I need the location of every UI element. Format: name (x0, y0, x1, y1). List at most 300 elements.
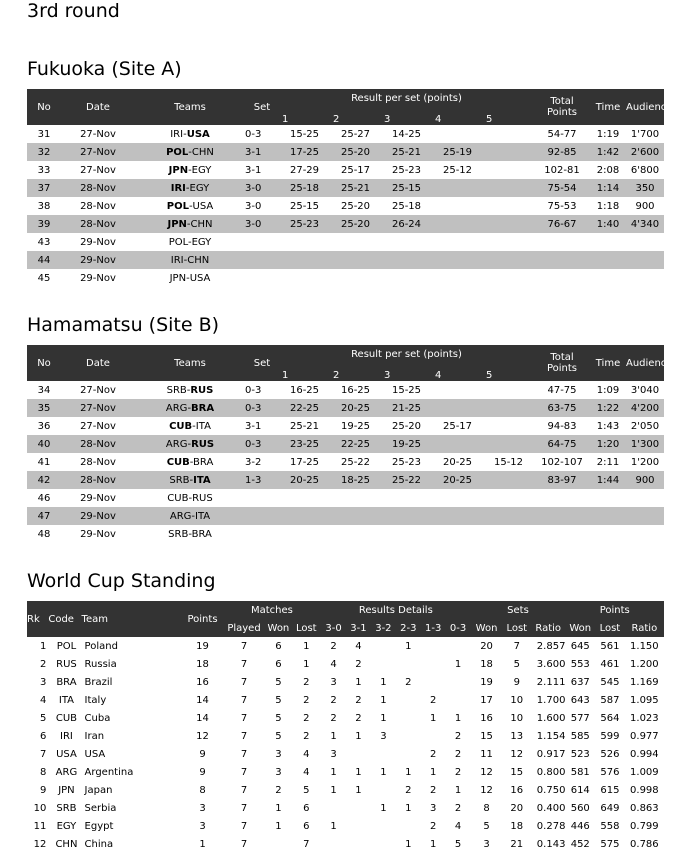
match-no: 35 (27, 399, 61, 417)
header-3-0: 3-0 (321, 619, 346, 637)
match-total-points: 76-67 (534, 215, 590, 233)
team-home: ARG (165, 402, 188, 414)
match-date: 28-Nov (61, 215, 135, 233)
lost: 6 (303, 802, 310, 814)
points-lost: 649 (600, 802, 620, 814)
set-1-score: 17-25 (279, 143, 330, 161)
match-teams (135, 381, 245, 399)
site-a-results-table (27, 89, 673, 287)
header-set-4: 4 (432, 107, 483, 125)
header-sets-won: Won (471, 619, 503, 637)
match-no: 47 (27, 507, 61, 525)
set-5-score (483, 197, 534, 215)
rank: 1 (39, 640, 47, 652)
points-lost: 587 (600, 694, 620, 706)
points-lost: 461 (600, 658, 620, 670)
match-time: 2:11 (590, 453, 626, 471)
match-time: 1:42 (590, 143, 626, 161)
match-date: 27-Nov (61, 161, 135, 179)
team-separator: - (185, 182, 190, 194)
result-3-0: 2 (330, 640, 337, 652)
set-2-score: 16-25 (330, 381, 381, 399)
result-3-0: 3 (330, 748, 337, 760)
result-2-3: 2 (405, 784, 412, 796)
header-sets-ratio: Ratio (531, 619, 565, 637)
result-0-3: 5 (454, 838, 462, 850)
result-1-3: 1 (430, 838, 437, 850)
sets-lost: 20 (510, 802, 524, 814)
header-no: No (27, 345, 61, 381)
match-set-score (245, 525, 279, 543)
rank: 3 (39, 676, 47, 688)
result-3-0: 1 (330, 784, 337, 796)
match-date: 29-Nov (61, 507, 135, 525)
set-2-score: 18-25 (330, 471, 381, 489)
match-date: 28-Nov (61, 179, 135, 197)
team-name: Poland (84, 640, 118, 652)
match-set-score: 0-3 (245, 125, 279, 143)
result-3-1: 4 (355, 640, 362, 652)
sets-ratio: 0.750 (536, 784, 566, 796)
points-won: 614 (570, 784, 590, 796)
match-no: 33 (27, 161, 61, 179)
match-no: 41 (27, 453, 61, 471)
points: 14 (196, 712, 209, 724)
header-played: Played (223, 619, 266, 637)
points: 12 (196, 730, 209, 742)
sets-lost: 15 (510, 766, 524, 778)
team-code: RUS (56, 658, 77, 670)
team-home: CUB (166, 456, 190, 468)
set-3-score: 25-21 (381, 143, 432, 161)
match-total-points (534, 233, 590, 251)
set-4-score (432, 215, 483, 233)
result-3-0: 1 (330, 730, 337, 742)
points: 9 (199, 748, 206, 760)
result-3-2 (371, 745, 396, 763)
result-3-0: 2 (330, 712, 337, 724)
set-5-score (483, 215, 534, 233)
sets-ratio: 0.800 (536, 766, 566, 778)
result-3-1: 1 (355, 766, 362, 778)
match-row (27, 507, 664, 525)
set-3-score (381, 233, 432, 251)
result-1-3 (421, 673, 446, 691)
match-row (27, 215, 664, 233)
match-no: 43 (27, 233, 61, 251)
standing-row (27, 709, 664, 727)
set-4-score (432, 381, 483, 399)
team-home: IRI (170, 254, 184, 266)
match-teams (135, 399, 245, 417)
points-won: 452 (570, 838, 590, 850)
points: 8 (199, 784, 206, 796)
sets-ratio: 0.917 (536, 748, 566, 760)
standing-row (27, 691, 664, 709)
set-2-score: 20-25 (330, 399, 381, 417)
set-5-score (483, 269, 534, 287)
sets-lost: 12 (510, 748, 524, 760)
points-won: 645 (570, 640, 590, 652)
result-3-2 (371, 817, 396, 835)
match-set-score: 3-1 (245, 417, 279, 435)
standing-row (27, 781, 664, 799)
match-audience: 2'600 (626, 143, 664, 161)
sets-lost: 21 (510, 838, 524, 850)
match-teams (135, 471, 245, 489)
set-4-score (432, 197, 483, 215)
team-away: EGY (189, 182, 210, 194)
match-audience: 1'300 (626, 435, 664, 453)
lost: 5 (303, 784, 310, 796)
standing-row (27, 763, 664, 781)
set-4-score (432, 125, 483, 143)
team-away: USA (186, 128, 210, 140)
rank: 12 (33, 838, 47, 850)
standing-title: World Cup Standing (27, 570, 216, 592)
match-date: 27-Nov (61, 399, 135, 417)
points-lost: 545 (600, 676, 620, 688)
points-ratio: 0.863 (630, 802, 659, 814)
result-3-1 (346, 835, 371, 853)
team-away: EGY (191, 164, 212, 176)
match-row (27, 471, 664, 489)
set-3-score (381, 525, 432, 543)
set-5-score (483, 125, 534, 143)
match-teams (135, 179, 245, 197)
match-set-score: 0-3 (245, 435, 279, 453)
points: 16 (196, 676, 209, 688)
result-3-1: 2 (355, 658, 362, 670)
match-time (590, 489, 626, 507)
result-3-2: 1 (380, 694, 387, 706)
team-away: ITA (193, 474, 211, 486)
team-code: IRI (60, 730, 73, 742)
team-home: POL (166, 200, 189, 212)
match-total-points: 94-83 (534, 417, 590, 435)
points-won: 560 (570, 802, 590, 814)
points-ratio: 0.998 (630, 784, 659, 796)
match-audience: 2'050 (626, 417, 664, 435)
team-separator: - (188, 492, 193, 504)
match-total-points: 47-75 (534, 381, 590, 399)
match-time: 1:22 (590, 399, 626, 417)
header-rk: Rk (27, 601, 48, 637)
match-time: 1:43 (590, 417, 626, 435)
match-total-points: 64-75 (534, 435, 590, 453)
match-date: 27-Nov (61, 143, 135, 161)
match-set-score: 0-3 (245, 399, 279, 417)
set-3-score: 25-15 (381, 179, 432, 197)
lost: 1 (303, 658, 310, 670)
points-won: 523 (570, 748, 590, 760)
points-ratio: 1.023 (630, 712, 659, 724)
points-ratio: 1.009 (630, 766, 659, 778)
match-no: 46 (27, 489, 61, 507)
result-3-1: 1 (355, 730, 362, 742)
set-4-score: 25-17 (432, 417, 483, 435)
sets-won: 19 (480, 676, 493, 688)
team-separator: - (188, 200, 193, 212)
set-2-score: 25-27 (330, 125, 381, 143)
match-row (27, 435, 664, 453)
set-5-score (483, 179, 534, 197)
rank: 5 (39, 712, 47, 724)
team-home: JPN (167, 218, 187, 230)
set-3-score: 25-20 (381, 417, 432, 435)
header-lost: Lost (291, 619, 321, 637)
sets-won: 18 (480, 658, 493, 670)
match-audience (626, 269, 664, 287)
match-time: 1:09 (590, 381, 626, 399)
result-2-3: 1 (405, 802, 412, 814)
points-ratio: 0.799 (630, 820, 659, 832)
sets-won: 16 (480, 712, 493, 724)
match-no: 42 (27, 471, 61, 489)
header-set: Set (245, 89, 279, 125)
team-code: ITA (58, 694, 74, 706)
match-date: 28-Nov (61, 453, 135, 471)
team-away: RUS (190, 384, 214, 396)
site-b-title: Hamamatsu (Site B) (27, 314, 220, 336)
set-1-score: 22-25 (279, 399, 330, 417)
team-away: CHN (187, 254, 210, 266)
header-set-4: 4 (432, 363, 483, 381)
team-separator: - (186, 384, 191, 396)
result-0-3: 2 (454, 748, 462, 760)
set-5-score (483, 417, 534, 435)
result-2-3: 1 (405, 766, 412, 778)
sets-lost: 18 (510, 820, 524, 832)
match-row (27, 489, 664, 507)
result-1-3: 2 (430, 748, 437, 760)
set-5-score (483, 435, 534, 453)
match-set-score (245, 507, 279, 525)
set-1-score: 23-25 (279, 435, 330, 453)
lost: 2 (303, 676, 310, 688)
won: 5 (275, 694, 282, 706)
result-3-1 (346, 799, 371, 817)
standing-row (27, 637, 664, 655)
match-row (27, 269, 664, 287)
team-separator: - (188, 236, 192, 248)
sets-lost: 5 (513, 658, 520, 670)
sets-lost: 13 (510, 730, 524, 742)
set-4-score (432, 489, 483, 507)
rank: 8 (39, 766, 47, 778)
match-set-score: 3-0 (245, 197, 279, 215)
match-teams (135, 417, 245, 435)
result-3-1: 2 (355, 694, 362, 706)
set-1-score (279, 489, 330, 507)
set-2-score: 25-21 (330, 179, 381, 197)
header-points-won: Won (565, 619, 595, 637)
set-4-score (432, 179, 483, 197)
set-5-score: 15-12 (483, 453, 534, 471)
played: 7 (240, 712, 248, 724)
sets-lost: 10 (510, 694, 524, 706)
set-3-score (381, 251, 432, 269)
team-code: SRB (56, 802, 77, 814)
match-audience (626, 489, 664, 507)
set-2-score (330, 525, 381, 543)
set-1-score: 15-25 (279, 125, 330, 143)
match-teams (135, 197, 245, 215)
team-home: JPN (169, 272, 187, 284)
match-audience: 900 (626, 471, 664, 489)
site-b-results-table (27, 345, 673, 543)
rank: 6 (39, 730, 47, 742)
match-audience (626, 525, 664, 543)
points-ratio: 0.786 (630, 838, 659, 850)
header-team: Team (82, 601, 183, 637)
result-3-0 (321, 799, 346, 817)
team-separator: - (188, 164, 192, 176)
lost: 4 (303, 766, 310, 778)
set-4-score: 25-12 (432, 161, 483, 179)
won: 6 (275, 640, 282, 652)
set-5-score (483, 489, 534, 507)
set-5-score (483, 381, 534, 399)
team-code: ARG (55, 766, 78, 778)
won: 5 (275, 712, 282, 724)
set-2-score (330, 507, 381, 525)
set-2-score: 25-20 (330, 197, 381, 215)
sets-ratio: 2.857 (536, 640, 566, 652)
match-audience: 6'800 (626, 161, 664, 179)
match-no: 44 (27, 251, 61, 269)
points-ratio: 0.977 (630, 730, 659, 742)
points: 14 (196, 694, 209, 706)
sets-ratio: 0.400 (536, 802, 566, 814)
team-name: USA (84, 748, 106, 760)
header-3-1: 3-1 (346, 619, 371, 637)
match-teams (135, 453, 245, 471)
sets-won: 20 (480, 640, 493, 652)
match-time: 1:19 (590, 125, 626, 143)
team-home: ARG (169, 510, 192, 522)
result-0-3: 1 (454, 658, 462, 670)
match-set-score: 3-1 (245, 161, 279, 179)
result-3-2 (371, 637, 396, 655)
points: 1 (199, 838, 206, 850)
set-2-score: 25-22 (330, 453, 381, 471)
played: 7 (240, 748, 248, 760)
set-3-score: 25-23 (381, 161, 432, 179)
set-3-score: 21-25 (381, 399, 432, 417)
result-1-3 (421, 727, 446, 745)
set-5-score (483, 399, 534, 417)
match-row (27, 143, 664, 161)
result-2-3 (396, 727, 421, 745)
match-set-score (245, 489, 279, 507)
header-2-3: 2-3 (396, 619, 421, 637)
team-away: ITA (195, 420, 211, 432)
result-1-3: 1 (430, 766, 437, 778)
result-3-1 (346, 745, 371, 763)
team-code: BRA (56, 676, 77, 688)
result-2-3: 1 (405, 640, 412, 652)
team-separator: - (186, 218, 191, 230)
result-3-0: 4 (330, 658, 337, 670)
match-teams (135, 507, 245, 525)
standing-row (27, 799, 664, 817)
match-date: 27-Nov (61, 125, 135, 143)
team-away: RUS (192, 492, 213, 504)
set-3-score: 25-22 (381, 471, 432, 489)
match-row (27, 399, 664, 417)
site-a-title: Fukuoka (Site A) (27, 58, 182, 80)
lost: 2 (303, 694, 310, 706)
set-2-score (330, 489, 381, 507)
team-code: JPN (58, 784, 75, 796)
set-1-score: 27-29 (279, 161, 330, 179)
set-2-score: 19-25 (330, 417, 381, 435)
match-total-points: 83-97 (534, 471, 590, 489)
match-set-score (245, 269, 279, 287)
set-3-score: 25-23 (381, 453, 432, 471)
set-1-score: 25-21 (279, 417, 330, 435)
match-row (27, 251, 664, 269)
set-4-score: 20-25 (432, 471, 483, 489)
set-1-score (279, 251, 330, 269)
played: 7 (240, 640, 248, 652)
team-home: POL (168, 236, 188, 248)
match-time: 1:40 (590, 215, 626, 233)
won (265, 835, 291, 853)
team-name: Russia (84, 658, 117, 670)
result-3-0: 1 (330, 820, 337, 832)
header-3-2: 3-2 (371, 619, 396, 637)
lost: 2 (303, 730, 310, 742)
set-1-score (279, 507, 330, 525)
set-5-score (483, 507, 534, 525)
won: 2 (275, 784, 282, 796)
match-audience: 1'200 (626, 453, 664, 471)
set-2-score: 25-17 (330, 161, 381, 179)
points-lost: 526 (600, 748, 620, 760)
set-4-score: 20-25 (432, 453, 483, 471)
header-set: Set (245, 345, 279, 381)
lost: 7 (303, 838, 310, 850)
team-separator: - (189, 474, 194, 486)
result-0-3: 2 (454, 730, 462, 742)
points-ratio: 0.994 (630, 748, 659, 760)
header-points-ratio: Ratio (625, 619, 664, 637)
match-date: 29-Nov (61, 525, 135, 543)
match-time (590, 507, 626, 525)
points: 3 (199, 802, 206, 814)
header-set-5: 5 (483, 363, 534, 381)
team-home: JPN (168, 164, 189, 176)
header-set-1: 1 (279, 363, 330, 381)
team-home: POL (166, 146, 189, 158)
match-time: 1:20 (590, 435, 626, 453)
sets-lost: 16 (510, 784, 524, 796)
match-no: 38 (27, 197, 61, 215)
header-matches: Matches (223, 601, 321, 619)
rank: 4 (39, 694, 47, 706)
match-audience: 4'200 (626, 399, 664, 417)
team-away: BRA (191, 402, 215, 414)
match-teams (135, 489, 245, 507)
played: 7 (240, 820, 248, 832)
match-time: 1:44 (590, 471, 626, 489)
team-home: IRI (170, 182, 186, 194)
result-3-0 (321, 835, 346, 853)
played: 7 (240, 658, 248, 670)
won: 3 (275, 748, 282, 760)
